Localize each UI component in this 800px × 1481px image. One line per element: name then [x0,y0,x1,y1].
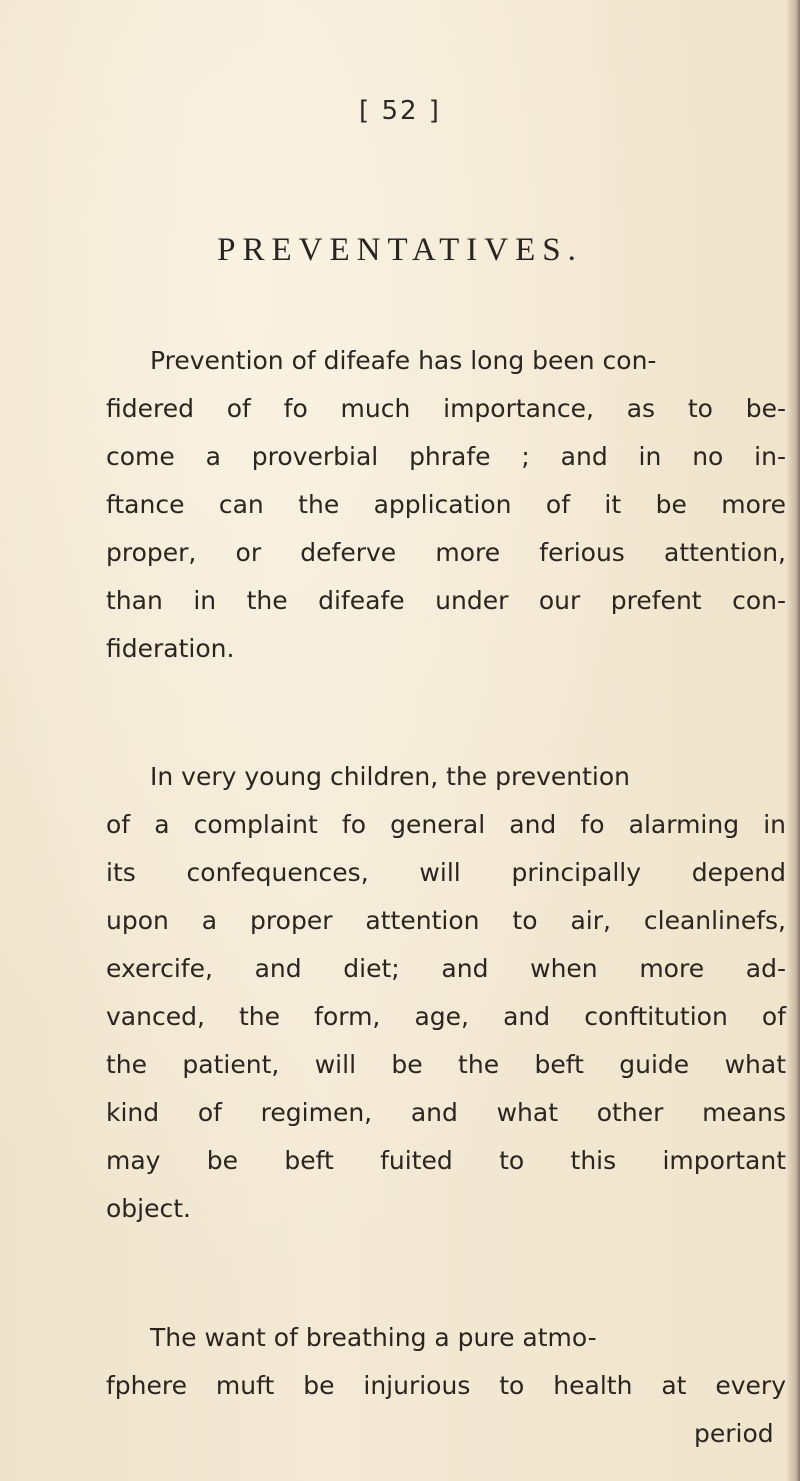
text-line: ftance can the application of it be more [106,490,786,519]
text-line: upon a proper attention to air, cleanlinefs, [106,906,786,935]
text-line: may be beft fuited to this important [106,1146,786,1175]
text-line: fphere muft be injurious to health at every [106,1371,786,1400]
text-line: than in the difeafe under our prefent con- [106,586,786,615]
section-heading: PREVENTATIVES. [217,232,583,268]
text-line: kind of regimen, and what other means [106,1098,786,1127]
text-line: object. [106,1194,191,1223]
text-line: fideration. [106,634,235,663]
text-line: The want of breathing a pure atmo- [150,1323,597,1352]
text-line: Prevention of difeafe has long been con- [150,346,657,375]
text-line: of a complaint fo general and fo alarming in [106,810,786,839]
page-number: [ 52 ] [359,96,441,126]
text-line: the patient, will be the beft guide what [106,1050,786,1079]
text-line: vanced, the form, age, and conftitution of [106,1002,786,1031]
page-edge-shadow [786,0,800,1481]
text-line: its confequences, will principally depend [106,858,786,887]
text-line: come a proverbial phrafe ; and in no in- [106,442,786,471]
text-line: fidered of fo much importance, as to be- [106,394,786,423]
text-line: exercife, and diet; and when more ad- [106,954,786,983]
catchword: period [694,1419,774,1448]
text-line: proper, or deferve more ferious attention, [106,538,786,567]
text-line: In very young children, the prevention [150,762,631,791]
